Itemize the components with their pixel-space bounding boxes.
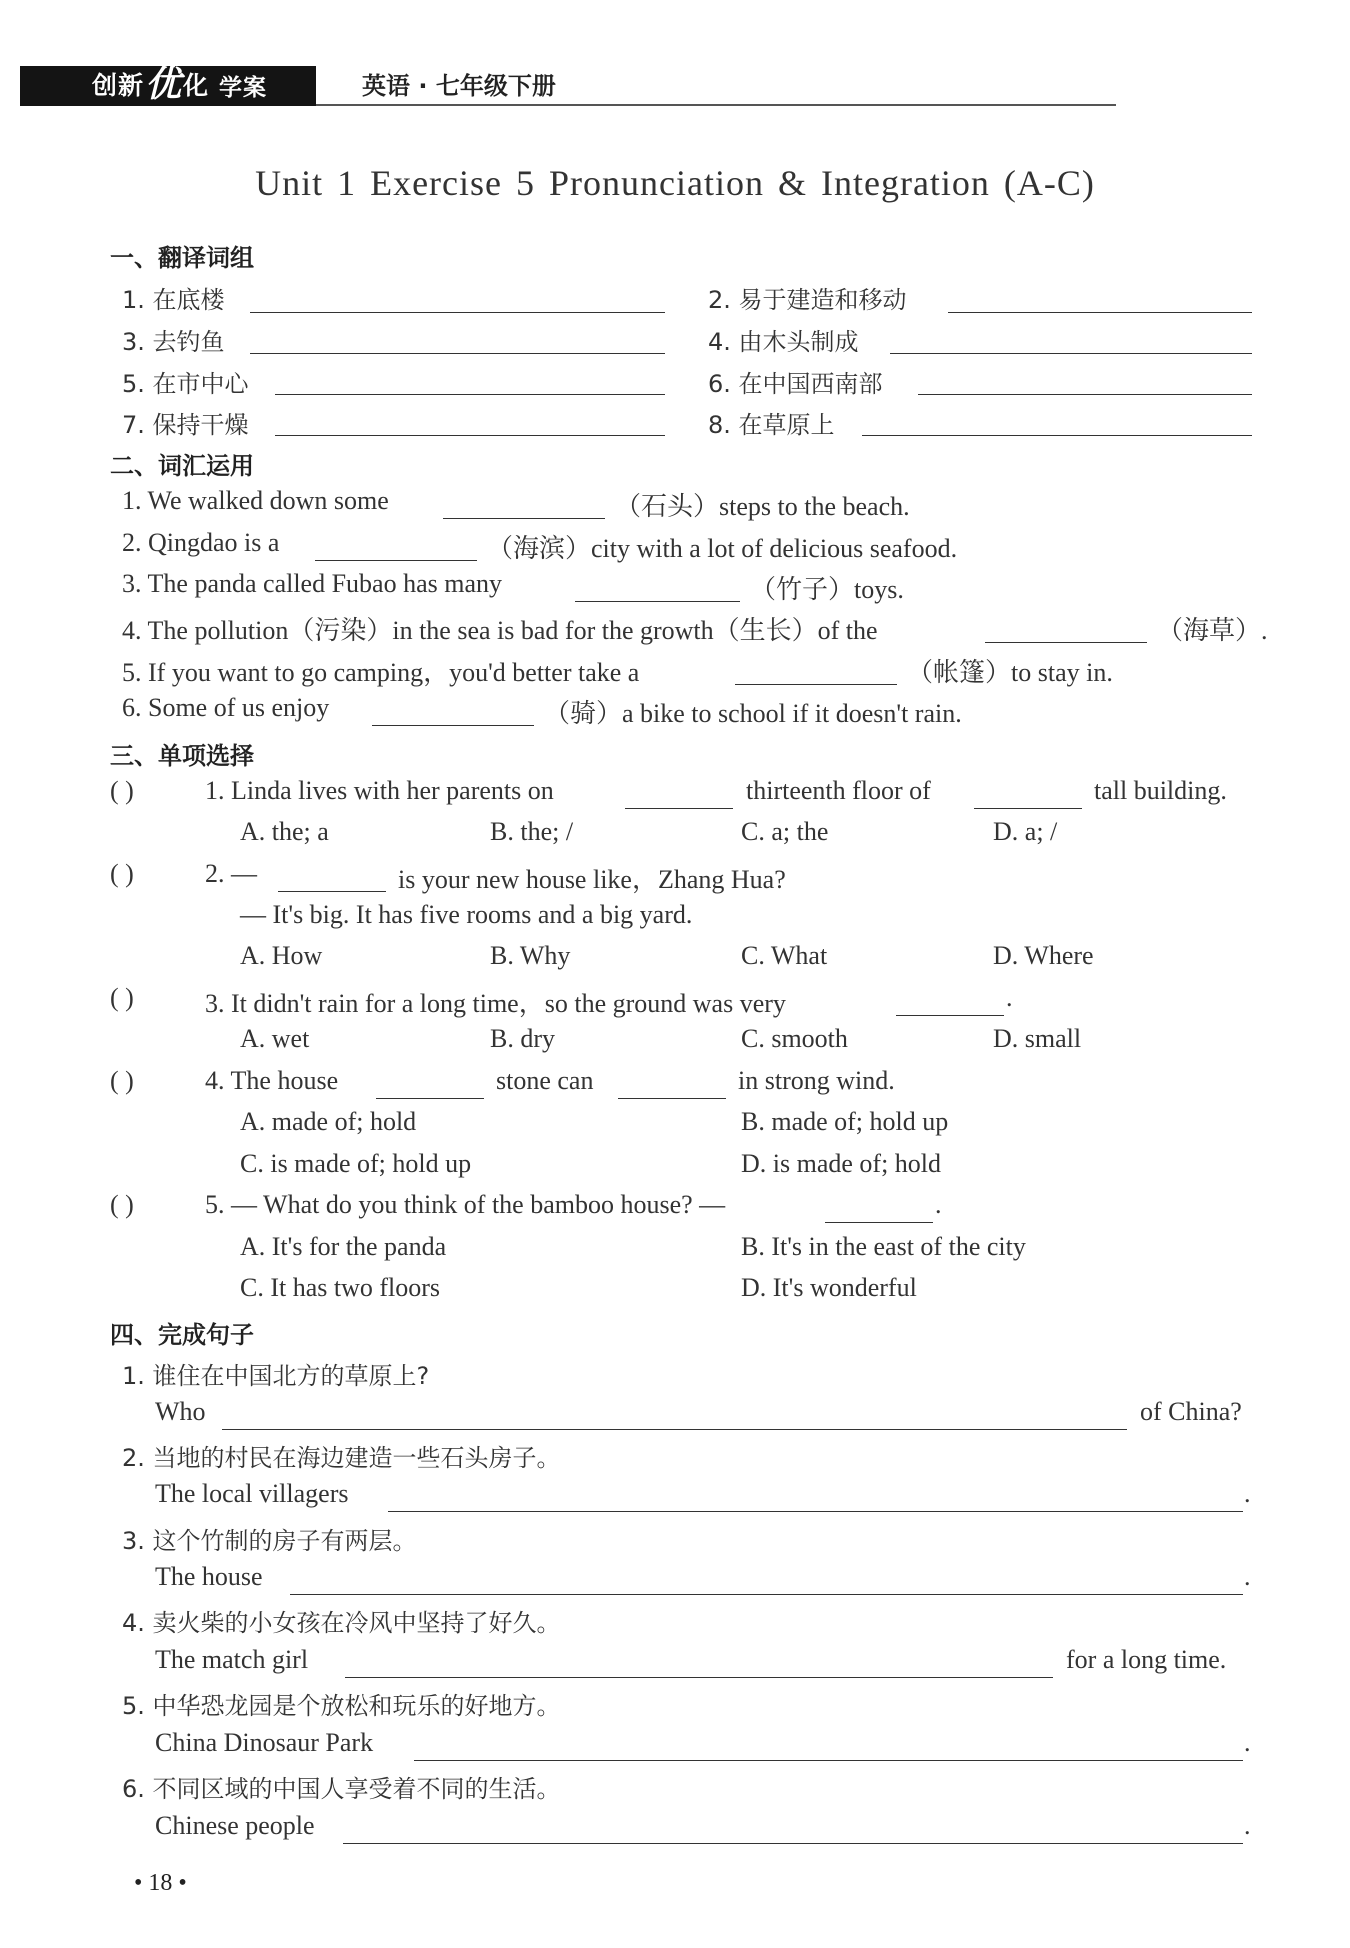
section3-heading: 三、单项选择 <box>110 742 254 770</box>
s3-q3-text-a: 3. It didn't rain for a long time，so the ground was very <box>205 989 786 1018</box>
s4-item-2-cn: 2. 当地的村民在海边建造一些石头房子。 <box>122 1444 561 1472</box>
s3-q2-opt-a[interactable]: A. How <box>240 941 323 970</box>
s3-q1-blank-2[interactable] <box>974 778 1082 809</box>
s3-q3-paren[interactable]: ( ) <box>110 983 134 1012</box>
s3-q3-opt-d[interactable]: D. small <box>993 1024 1082 1053</box>
brand-logo <box>20 66 316 106</box>
s4-answer-6[interactable] <box>343 1813 1243 1844</box>
s1-answer-2[interactable] <box>948 282 1252 313</box>
s3-q3-text-b: . <box>1006 983 1013 1012</box>
s2-item-2-hint: （海滨）city with a lot of delicious seafood. <box>487 534 958 563</box>
s1-answer-8[interactable] <box>862 405 1252 436</box>
s1-item-4: 4. 由木头制成 <box>708 328 859 356</box>
s3-q5-paren[interactable]: ( ) <box>110 1190 134 1219</box>
s3-q2-opt-b[interactable]: B. Why <box>490 941 571 970</box>
s3-q3-opt-a[interactable]: A. wet <box>240 1024 310 1053</box>
s2-item-3-text: 3. The panda called Fubao has many <box>122 569 503 598</box>
s2-answer-4[interactable] <box>985 612 1147 643</box>
s3-q2-text-a: 2. — <box>205 859 257 888</box>
s4-item-2-post: . <box>1244 1479 1251 1508</box>
s4-item-6-pre: Chinese people <box>155 1811 315 1840</box>
s2-item-4-hint: （海草）. <box>1157 616 1268 645</box>
page-title: Unit 1 Exercise 5 Pronunciation & Integration (A-C) <box>255 163 1095 203</box>
s3-q1-opt-b[interactable]: B. the; / <box>490 817 574 846</box>
s4-item-6-post: . <box>1244 1811 1251 1840</box>
s4-item-4-cn: 4. 卖火柴的小女孩在冷风中坚持了好久。 <box>122 1609 561 1637</box>
s1-item-7: 7. 保持干燥 <box>122 411 249 439</box>
s1-answer-7[interactable] <box>275 405 665 436</box>
s3-q2-text-b: is your new house like，Zhang Hua? <box>398 865 786 894</box>
s3-q4-text-b: stone can <box>496 1066 594 1095</box>
s3-q4-paren[interactable]: ( ) <box>110 1066 134 1095</box>
s3-q1-opt-d[interactable]: D. a; / <box>993 817 1058 846</box>
s1-answer-4[interactable] <box>890 323 1252 354</box>
header-divider <box>316 104 1116 106</box>
s3-q5-text-a: 5. — What do you think of the bamboo house? — <box>205 1190 726 1219</box>
s3-q1-text-a: 1. Linda lives with her parents on <box>205 776 554 805</box>
s2-item-5-hint: （帐篷）to stay in. <box>907 658 1113 687</box>
s3-q4-blank-1[interactable] <box>376 1068 484 1099</box>
brand-text-2: 优 <box>145 64 183 105</box>
subject-label: 英语 · 七年级下册 <box>362 72 556 100</box>
s4-item-3-post: . <box>1244 1562 1251 1591</box>
s3-q2-line2: — It's big. It has five rooms and a big yard. <box>240 900 693 929</box>
s3-q4-text-a: 4. The house <box>205 1066 339 1095</box>
s1-item-2: 2. 易于建造和移动 <box>708 286 907 314</box>
s4-item-5-pre: China Dinosaur Park <box>155 1728 374 1757</box>
s2-item-6-text: 6. Some of us enjoy <box>122 693 330 722</box>
s2-answer-5[interactable] <box>735 654 897 685</box>
s3-q5-blank[interactable] <box>825 1192 933 1223</box>
s4-answer-2[interactable] <box>388 1481 1243 1512</box>
s1-item-5: 5. 在市中心 <box>122 370 249 398</box>
s3-q1-opt-c[interactable]: C. a; the <box>741 817 829 846</box>
s4-answer-3[interactable] <box>290 1564 1243 1595</box>
s4-item-4-pre: The match girl <box>155 1645 309 1674</box>
s1-item-3: 3. 去钓鱼 <box>122 328 225 356</box>
s2-answer-3[interactable] <box>575 571 740 602</box>
s3-q4-opt-c[interactable]: C. is made of; hold up <box>240 1149 472 1178</box>
s1-item-1: 1. 在底楼 <box>122 286 225 314</box>
s3-q4-blank-2[interactable] <box>618 1068 726 1099</box>
s4-item-1-cn: 1. 谁住在中国北方的草原上? <box>122 1362 430 1390</box>
s4-item-4-post: for a long time. <box>1066 1645 1227 1674</box>
s3-q4-opt-b[interactable]: B. made of; hold up <box>741 1107 949 1136</box>
s3-q2-opt-d[interactable]: D. Where <box>993 941 1094 970</box>
s4-item-1-pre: Who <box>155 1397 206 1426</box>
s3-q5-opt-b[interactable]: B. It's in the east of the city <box>741 1232 1026 1261</box>
s3-q3-blank[interactable] <box>896 985 1004 1016</box>
s3-q5-opt-d[interactable]: D. It's wonderful <box>741 1273 917 1302</box>
s3-q1-text-c: tall building. <box>1094 776 1227 805</box>
s3-q4-opt-a[interactable]: A. made of; hold <box>240 1107 417 1136</box>
s1-item-6: 6. 在中国西南部 <box>708 370 883 398</box>
s2-item-1-text: 1. We walked down some <box>122 486 389 515</box>
s1-answer-3[interactable] <box>250 323 665 354</box>
s3-q1-text-b: thirteenth floor of <box>746 776 931 805</box>
s1-answer-5[interactable] <box>275 364 665 395</box>
brand-text-4: 学案 <box>219 75 268 101</box>
brand-text-1: 创新 <box>92 71 145 100</box>
s2-item-3-hint: （竹子）toys. <box>750 575 904 604</box>
s4-answer-4[interactable] <box>345 1647 1053 1678</box>
s1-answer-1[interactable] <box>250 282 665 313</box>
s4-item-3-pre: The house <box>155 1562 263 1591</box>
s4-item-3-cn: 3. 这个竹制的房子有两层。 <box>122 1527 417 1555</box>
section4-heading: 四、完成句子 <box>110 1321 254 1349</box>
s3-q3-opt-c[interactable]: C. smooth <box>741 1024 848 1053</box>
s4-item-2-pre: The local villagers <box>155 1479 349 1508</box>
s4-answer-5[interactable] <box>414 1730 1243 1761</box>
s3-q5-text-b: . <box>935 1190 942 1219</box>
s3-q4-text-c: in strong wind. <box>738 1066 895 1095</box>
s3-q3-opt-b[interactable]: B. dry <box>490 1024 555 1053</box>
s3-q4-opt-d[interactable]: D. is made of; hold <box>741 1149 942 1178</box>
s4-item-5-cn: 5. 中华恐龙园是个放松和玩乐的好地方。 <box>122 1692 561 1720</box>
s2-item-4-text: 4. The pollution（污染）in the sea is bad for the growth（生长）of the <box>122 616 878 645</box>
section1-heading: 一、翻译词组 <box>110 244 254 272</box>
s2-item-2-text: 2. Qingdao is a <box>122 528 280 557</box>
s3-q5-opt-a[interactable]: A. It's for the panda <box>240 1232 447 1261</box>
s3-q2-paren[interactable]: ( ) <box>110 859 134 888</box>
s4-answer-1[interactable] <box>222 1399 1127 1430</box>
section2-heading: 二、词汇运用 <box>110 452 254 480</box>
s2-answer-1[interactable] <box>443 488 605 519</box>
s2-item-5-text: 5. If you want to go camping，you'd better take a <box>122 658 640 687</box>
s2-item-1-hint: （石头）steps to the beach. <box>615 492 910 521</box>
s2-item-6-hint: （骑）a bike to school if it doesn't rain. <box>544 699 962 728</box>
s3-q1-blank-1[interactable] <box>625 778 733 809</box>
s2-answer-6[interactable] <box>372 695 534 726</box>
s4-item-5-post: . <box>1244 1728 1251 1757</box>
s2-answer-2[interactable] <box>315 530 477 561</box>
s1-item-8: 8. 在草原上 <box>708 411 835 439</box>
s1-answer-6[interactable] <box>918 364 1252 395</box>
s3-q5-opt-c[interactable]: C. It has two floors <box>240 1273 441 1302</box>
s3-q2-blank[interactable] <box>278 861 386 892</box>
s3-q2-opt-c[interactable]: C. What <box>741 941 828 970</box>
s3-q1-paren[interactable]: ( ) <box>110 776 134 805</box>
s4-item-6-cn: 6. 不同区域的中国人享受着不同的生活。 <box>122 1775 561 1803</box>
s4-item-1-post: of China? <box>1140 1397 1242 1426</box>
s3-q1-opt-a[interactable]: A. the; a <box>240 817 329 846</box>
brand-text-3: 化 <box>183 71 210 100</box>
page-number: • 18 • <box>134 1870 187 1896</box>
